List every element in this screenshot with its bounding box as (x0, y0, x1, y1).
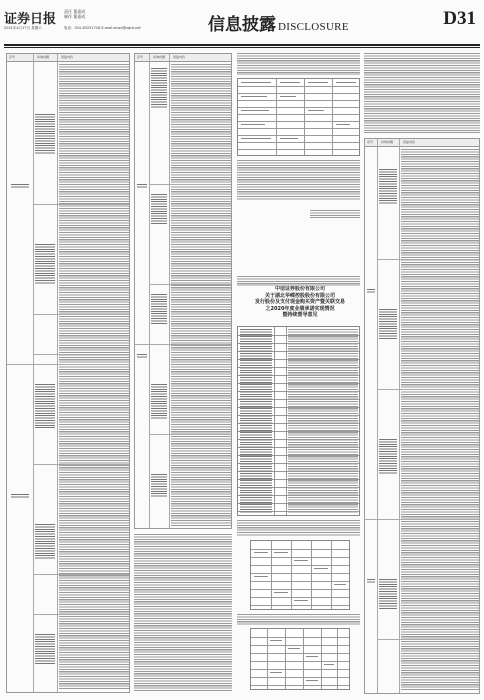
body-text-block (134, 534, 232, 692)
data-table-bottom (250, 628, 350, 690)
table-row-labels (240, 329, 272, 513)
row-index-label (11, 494, 29, 498)
row-index-label (137, 184, 147, 188)
contact-line: 电话：010-83251716 E-mail:zmzx@zqrb.net (64, 26, 141, 30)
header-answer: 回复内容 (173, 55, 186, 59)
statement-title: 中信证券股份有限公司 关于湖北华嵘控股股份有限公司 发行股份及支付现金购买资产暨关联交易 之2020年度业绩承诺实现情况 暨持续督导意见 (254, 286, 345, 318)
question-label (35, 634, 55, 664)
masthead (4, 6, 480, 44)
answer-text-block (401, 149, 479, 691)
row-index-label (367, 579, 375, 583)
answer-text-block (59, 64, 129, 690)
row-index-label (137, 354, 147, 358)
qa-table-middle (134, 53, 232, 529)
header-index: 序号 (367, 140, 374, 144)
body-text-block (364, 53, 480, 133)
signature-block (310, 210, 360, 218)
question-label (379, 169, 397, 205)
question-label (151, 68, 167, 108)
question-label (35, 524, 55, 560)
section-title-cn: 信息披露 (208, 15, 276, 35)
question-label (35, 114, 55, 154)
section-title-en: DISCLOSURE (278, 21, 349, 33)
question-label (151, 294, 167, 324)
body-text-block (237, 160, 360, 200)
question-label (35, 244, 55, 284)
data-table-top (237, 78, 360, 156)
date-line: 2021年4月17日 星期六 (4, 26, 42, 30)
body-text-block (237, 614, 360, 626)
data-table-lower (250, 540, 350, 610)
header-answer: 回复内容 (61, 55, 74, 59)
newspaper-logo: 证券日报 (4, 12, 57, 27)
body-text-block (237, 53, 360, 75)
header-index: 序号 (9, 55, 16, 59)
question-label (379, 439, 397, 475)
answer-text-block (171, 64, 231, 526)
edition-line-1: 责任 董嘉成 (64, 9, 86, 14)
page-number: D31 (443, 8, 476, 29)
qa-table-left (6, 53, 130, 693)
question-label (151, 474, 167, 498)
header-question: 问询问题 (153, 55, 166, 59)
row-index-label (11, 184, 29, 188)
edition-info (64, 9, 85, 19)
question-label (151, 194, 167, 224)
data-table-center (237, 326, 360, 516)
header-question: 问询问题 (37, 55, 50, 59)
body-text-block (237, 276, 360, 286)
header-question: 问询问题 (381, 140, 394, 144)
header-answer: 回复内容 (403, 140, 416, 144)
edition-line-2: 制作 董嘉成 (64, 14, 86, 19)
question-label (379, 309, 397, 339)
question-label (35, 384, 55, 428)
masthead-rule-thick (4, 44, 480, 46)
question-label (379, 579, 397, 609)
section-title (208, 10, 349, 35)
qa-table-right (364, 138, 480, 694)
table-header (7, 54, 129, 62)
body-text-block (237, 520, 360, 536)
question-label (151, 384, 167, 420)
masthead-rule-thin (4, 47, 480, 48)
row-index-label (367, 289, 375, 293)
table-cell-text (288, 329, 358, 513)
table-header (365, 139, 479, 147)
header-index: 序号 (137, 55, 144, 59)
